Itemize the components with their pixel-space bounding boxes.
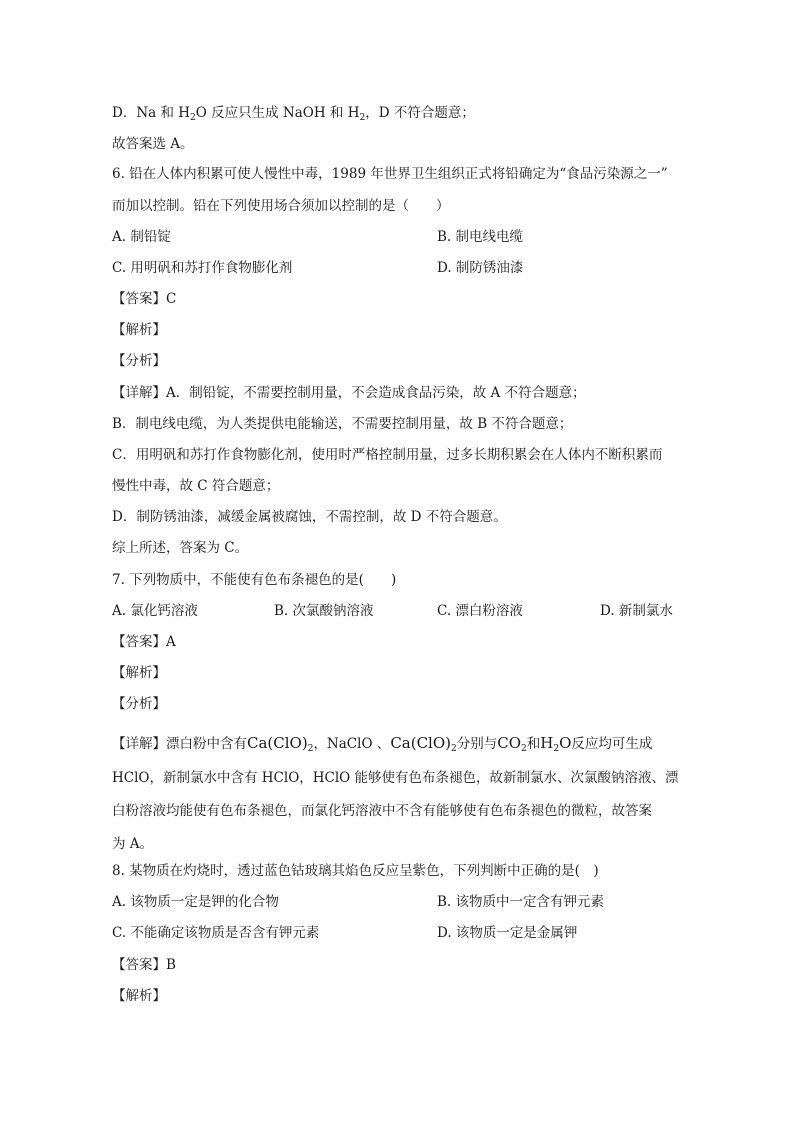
q5-conclusion: 故答案选 A。 [112,136,194,152]
q8-option-b: B. 该物质中一定含有钾元素 [437,894,605,910]
text: ，NaClO 、 [313,736,391,752]
formula: Ca(ClO) [390,734,452,752]
text: O 反应只生成 NaOH 和 H [195,105,360,121]
q7-options-row [112,601,692,621]
q7-detail-line3: 白粉溶液均能使有色布条褪色，而氯化钙溶液中不含有能够使有色布条褪色的微粒，故答案 [112,803,652,819]
subscript: 2 [307,744,314,754]
q6-detail-a [112,383,692,403]
text: 和 [526,736,541,752]
text: ，D 不符合题意； [365,105,475,121]
q7-detail-line4: 为 A。 [112,836,154,852]
q7-option-d: D. 新制氯水 [600,603,673,619]
q7-option-a: A. 氯化钙溶液 [112,603,198,619]
text: 漂白粉中含有 [166,736,247,752]
answer-value: A [166,634,176,650]
q6-fenxi-tag: 【分析】 [112,353,166,369]
formula: H [540,734,554,752]
answer-value: B [166,957,176,973]
text: A．制铅锭，不需要控制用量，不会造成食品污染，故 A 不符合题意； [166,385,586,401]
detail-tag: 【详解】 [112,736,166,752]
q5-option-d-analysis [112,103,692,123]
q8-answer [112,955,692,975]
answer-tag: 【答案】 [112,634,166,650]
detail-tag: 【详解】 [112,385,166,401]
q7-detail-line1 [112,731,692,755]
answer-tag: 【答案】 [112,957,166,973]
q6-detail-c-line2: 慢性中毒，故 C 符合题意； [112,478,280,494]
formula: Ca(ClO) [247,734,308,752]
formula: CO [497,734,522,752]
q6-option-d: D. 制防锈油漆 [437,260,524,276]
q6-options-row1 [112,227,692,247]
q8-options-row1 [112,892,692,912]
q8-option-c: C. 不能确定该物质是否含有钾元素 [112,925,320,941]
q6-detail-d: D．制防锈油漆，减缓金属被腐蚀，不需控制，故 D 不符合题意。 [112,509,507,525]
text: D．Na 和 H [112,105,191,121]
answer-tag: 【答案】 [112,291,166,307]
q8-options-row2 [112,923,692,943]
q7-fenxi-tag: 【分析】 [112,696,166,712]
q7-stem: 7. 下列物质中，不能使有色布条褪色的是( ) [112,572,397,588]
formula: O [559,734,572,752]
q6-stem-line2: 而加以控制。铅在下列使用场合须加以控制的是（ ） [112,198,450,214]
q6-jiexi-tag: 【解析】 [112,322,166,338]
text: 分别与 [456,736,498,752]
q7-detail-line2: HClO，新制氯水中含有 HClO，HClO 能够使有色布条褪色，故新制氯水、次氯酸钠溶液、漂 [112,770,679,786]
q8-stem: 8. 某物质在灼烧时，透过蓝色钴玻璃其焰色反应呈紫色，下列判断中正确的是( ) [112,863,599,879]
q7-option-b: B. 次氯酸钠溶液 [274,603,374,619]
q8-option-a: A. 该物质一定是钾的化合物 [112,894,279,910]
subscript: 2 [359,113,366,123]
subscript: 2 [521,744,527,754]
subscript: 2 [451,744,457,754]
q6-stem-line1: 6. 铅在人体内积累可使人慢性中毒，1989 年世界卫生组织正式将铅确定为“食品污染源之一” [112,166,668,182]
q6-option-c: C. 用明矾和苏打作食物膨化剂 [112,260,293,276]
q8-jiexi-tag: 【解析】 [112,988,166,1004]
q7-answer [112,632,692,652]
q7-jiexi-tag: 【解析】 [112,665,166,681]
q8-option-d: D. 该物质一定是金属钾 [437,925,578,941]
q6-option-b: B. 制电线电缆 [437,229,524,245]
answer-value: C [166,291,177,307]
q6-option-a: A. 制铅锭 [112,229,171,245]
q6-detail-b: B．制电线电缆，为人类提供电能输送，不需要控制用量，故 B 不符合题意； [112,416,573,432]
q6-options-row2 [112,258,692,278]
q6-summary: 综上所述，答案为 C。 [112,540,249,556]
subscript: 2 [553,744,560,754]
text: 反应均可生成 [571,736,653,752]
subscript: 2 [190,113,196,123]
q6-answer [112,289,692,309]
q7-option-c: C. 漂白粉溶液 [437,603,523,619]
q6-detail-c-line1: C．用明矾和苏打作食物膨化剂，使用时严格控制用量，过多长期积累会在人体内不断积累而 [112,447,663,463]
